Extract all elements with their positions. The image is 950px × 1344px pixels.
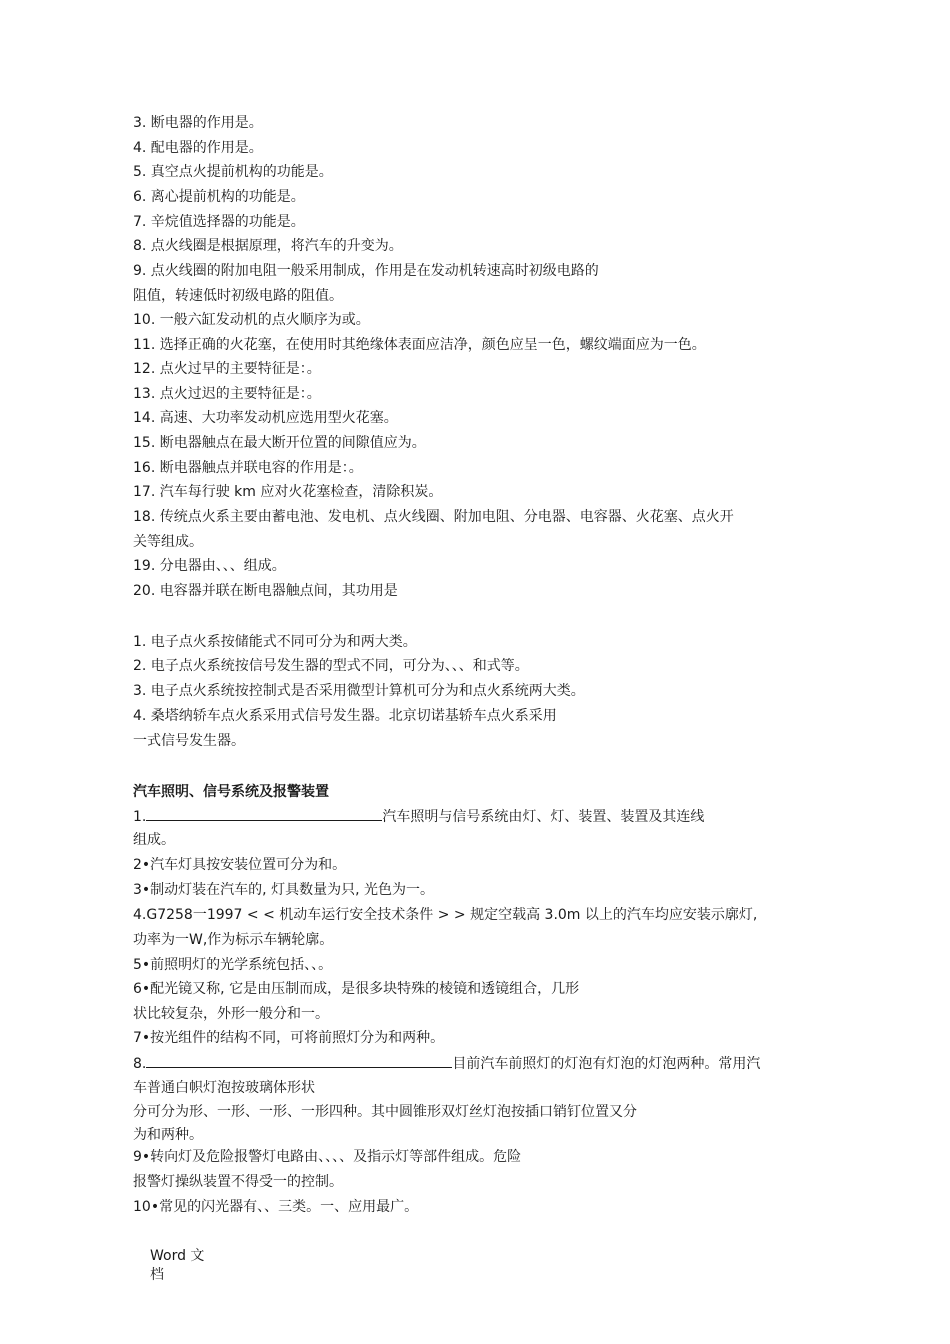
question-line: 2•汽车灯具按安装位置可分为和。 xyxy=(133,857,347,873)
question-line: 12. 点火过早的主要特征是：。 xyxy=(133,361,321,377)
question-line: 6. 离心提前机构的功能是。 xyxy=(133,189,305,205)
section-heading: 汽车照明、信号系统及报警装置 xyxy=(133,784,329,800)
question-line: 13. 点火过迟的主要特征是：。 xyxy=(133,386,321,402)
question-line: 一式信号发生器。 xyxy=(133,733,245,749)
question-line: 状比较复杂，外形一般分和一。 xyxy=(133,1006,329,1022)
question-line: 5•前照明灯的光学系统包括、、。 xyxy=(133,957,333,973)
question-line: 19. 分电器由、、、组成。 xyxy=(133,558,286,574)
question-line: 14. 高速、大功率发动机应选用型火花塞。 xyxy=(133,410,398,426)
question-line: 3. 断电器的作用是。 xyxy=(133,115,263,131)
question-line: 9•转向灯及危险报警灯电路由、、、、及指示灯等部件组成。危险 xyxy=(133,1149,522,1165)
question-line: 8. 点火线圈是根据原理，将汽车的升变为。 xyxy=(133,238,403,254)
answer-blank xyxy=(146,806,382,821)
question-line: 2. 电子点火系统按信号发生器的型式不同，可分为、、、和式等。 xyxy=(133,658,529,674)
question-line: 10•常见的闪光器有、、三类。一、应用最广。 xyxy=(133,1199,419,1215)
question-line: 车普通白帜灯泡按玻璃体形状 xyxy=(133,1080,315,1096)
question-line: 5. 真空点火提前机构的功能是。 xyxy=(133,164,333,180)
question-line: 20. 电容器并联在断电器触点间，其功用是 xyxy=(133,583,398,599)
question-line: 4.G7258一1997 < < 机动车运行安全技术条件 > > 规定空载高 3.0m 以上的汽车均应安装示廓灯, xyxy=(133,907,758,923)
question-number: 1. xyxy=(133,809,147,825)
question-line: 11. 选择正确的火花塞，在使用时其绝缘体表面应洁净，颜色应呈一色，螺纹端面应为一色。 xyxy=(133,337,706,353)
question-line: 15. 断电器触点在最大断开位置的间隙值应为。 xyxy=(133,435,426,451)
question-line xyxy=(133,806,704,827)
question-line: 6•配光镜又称, 它是由压制而成，是很多块特殊的棱镜和透镜组合，几形 xyxy=(133,981,580,997)
question-line: 分可分为形、一形、一形、一形四种。其中圆锥形双灯丝灯泡按插口销钉位置又分 xyxy=(133,1104,637,1120)
question-line: 关等组成。 xyxy=(133,534,203,550)
question-line: 7•按光组件的结构不同，可将前照灯分为和两种。 xyxy=(133,1030,445,1046)
question-text: 目前汽车前照灯的灯泡有灯泡的灯泡两种。常用汽 xyxy=(452,1056,761,1072)
question-line: 组成。 xyxy=(133,832,175,848)
footer-document: 档 xyxy=(150,1267,164,1283)
question-line: 阻值，转速低时初级电路的阻值。 xyxy=(133,288,343,304)
question-line: 9. 点火线圈的附加电阻一般采用制成，作用是在发动机转速高时初级电路的 xyxy=(133,263,599,279)
question-line xyxy=(133,1053,760,1074)
footer-word: Word 文 xyxy=(150,1248,205,1264)
question-line: 4. 桑塔纳轿车点火系采用式信号发生器。北京切诺基轿车点火系采用 xyxy=(133,708,557,724)
question-line: 3•制动灯装在汽车的, 灯具数量为只, 光色为一。 xyxy=(133,882,434,898)
question-line: 报警灯操纵装置不得受一的控制。 xyxy=(133,1174,343,1190)
question-line: 功率为一W,作为标示车辆轮廓。 xyxy=(133,932,334,948)
question-line: 10. 一般六缸发动机的点火顺序为或。 xyxy=(133,312,370,328)
question-line: 为和两种。 xyxy=(133,1127,203,1143)
question-line: 4. 配电器的作用是。 xyxy=(133,140,263,156)
question-text: 汽车照明与信号系统由灯、灯、装置、装置及其连线 xyxy=(382,809,705,825)
question-number: 8. xyxy=(133,1056,147,1072)
question-line: 16. 断电器触点并联电容的作用是：。 xyxy=(133,460,363,476)
answer-blank xyxy=(146,1053,452,1068)
question-line: 3. 电子点火系统按控制式是否采用微型计算机可分为和点火系统两大类。 xyxy=(133,683,585,699)
question-line: 7. 辛烷值选择器的功能是。 xyxy=(133,214,305,230)
question-line: 17. 汽车每行驶 km 应对火花塞检查，清除积炭。 xyxy=(133,484,443,500)
question-line: 18. 传统点火系主要由蓄电池、发电机、点火线圈、附加电阻、分电器、电容器、火花塞、点火开 xyxy=(133,509,734,525)
question-line: 1. 电子点火系按储能式不同可分为和两大类。 xyxy=(133,634,417,650)
